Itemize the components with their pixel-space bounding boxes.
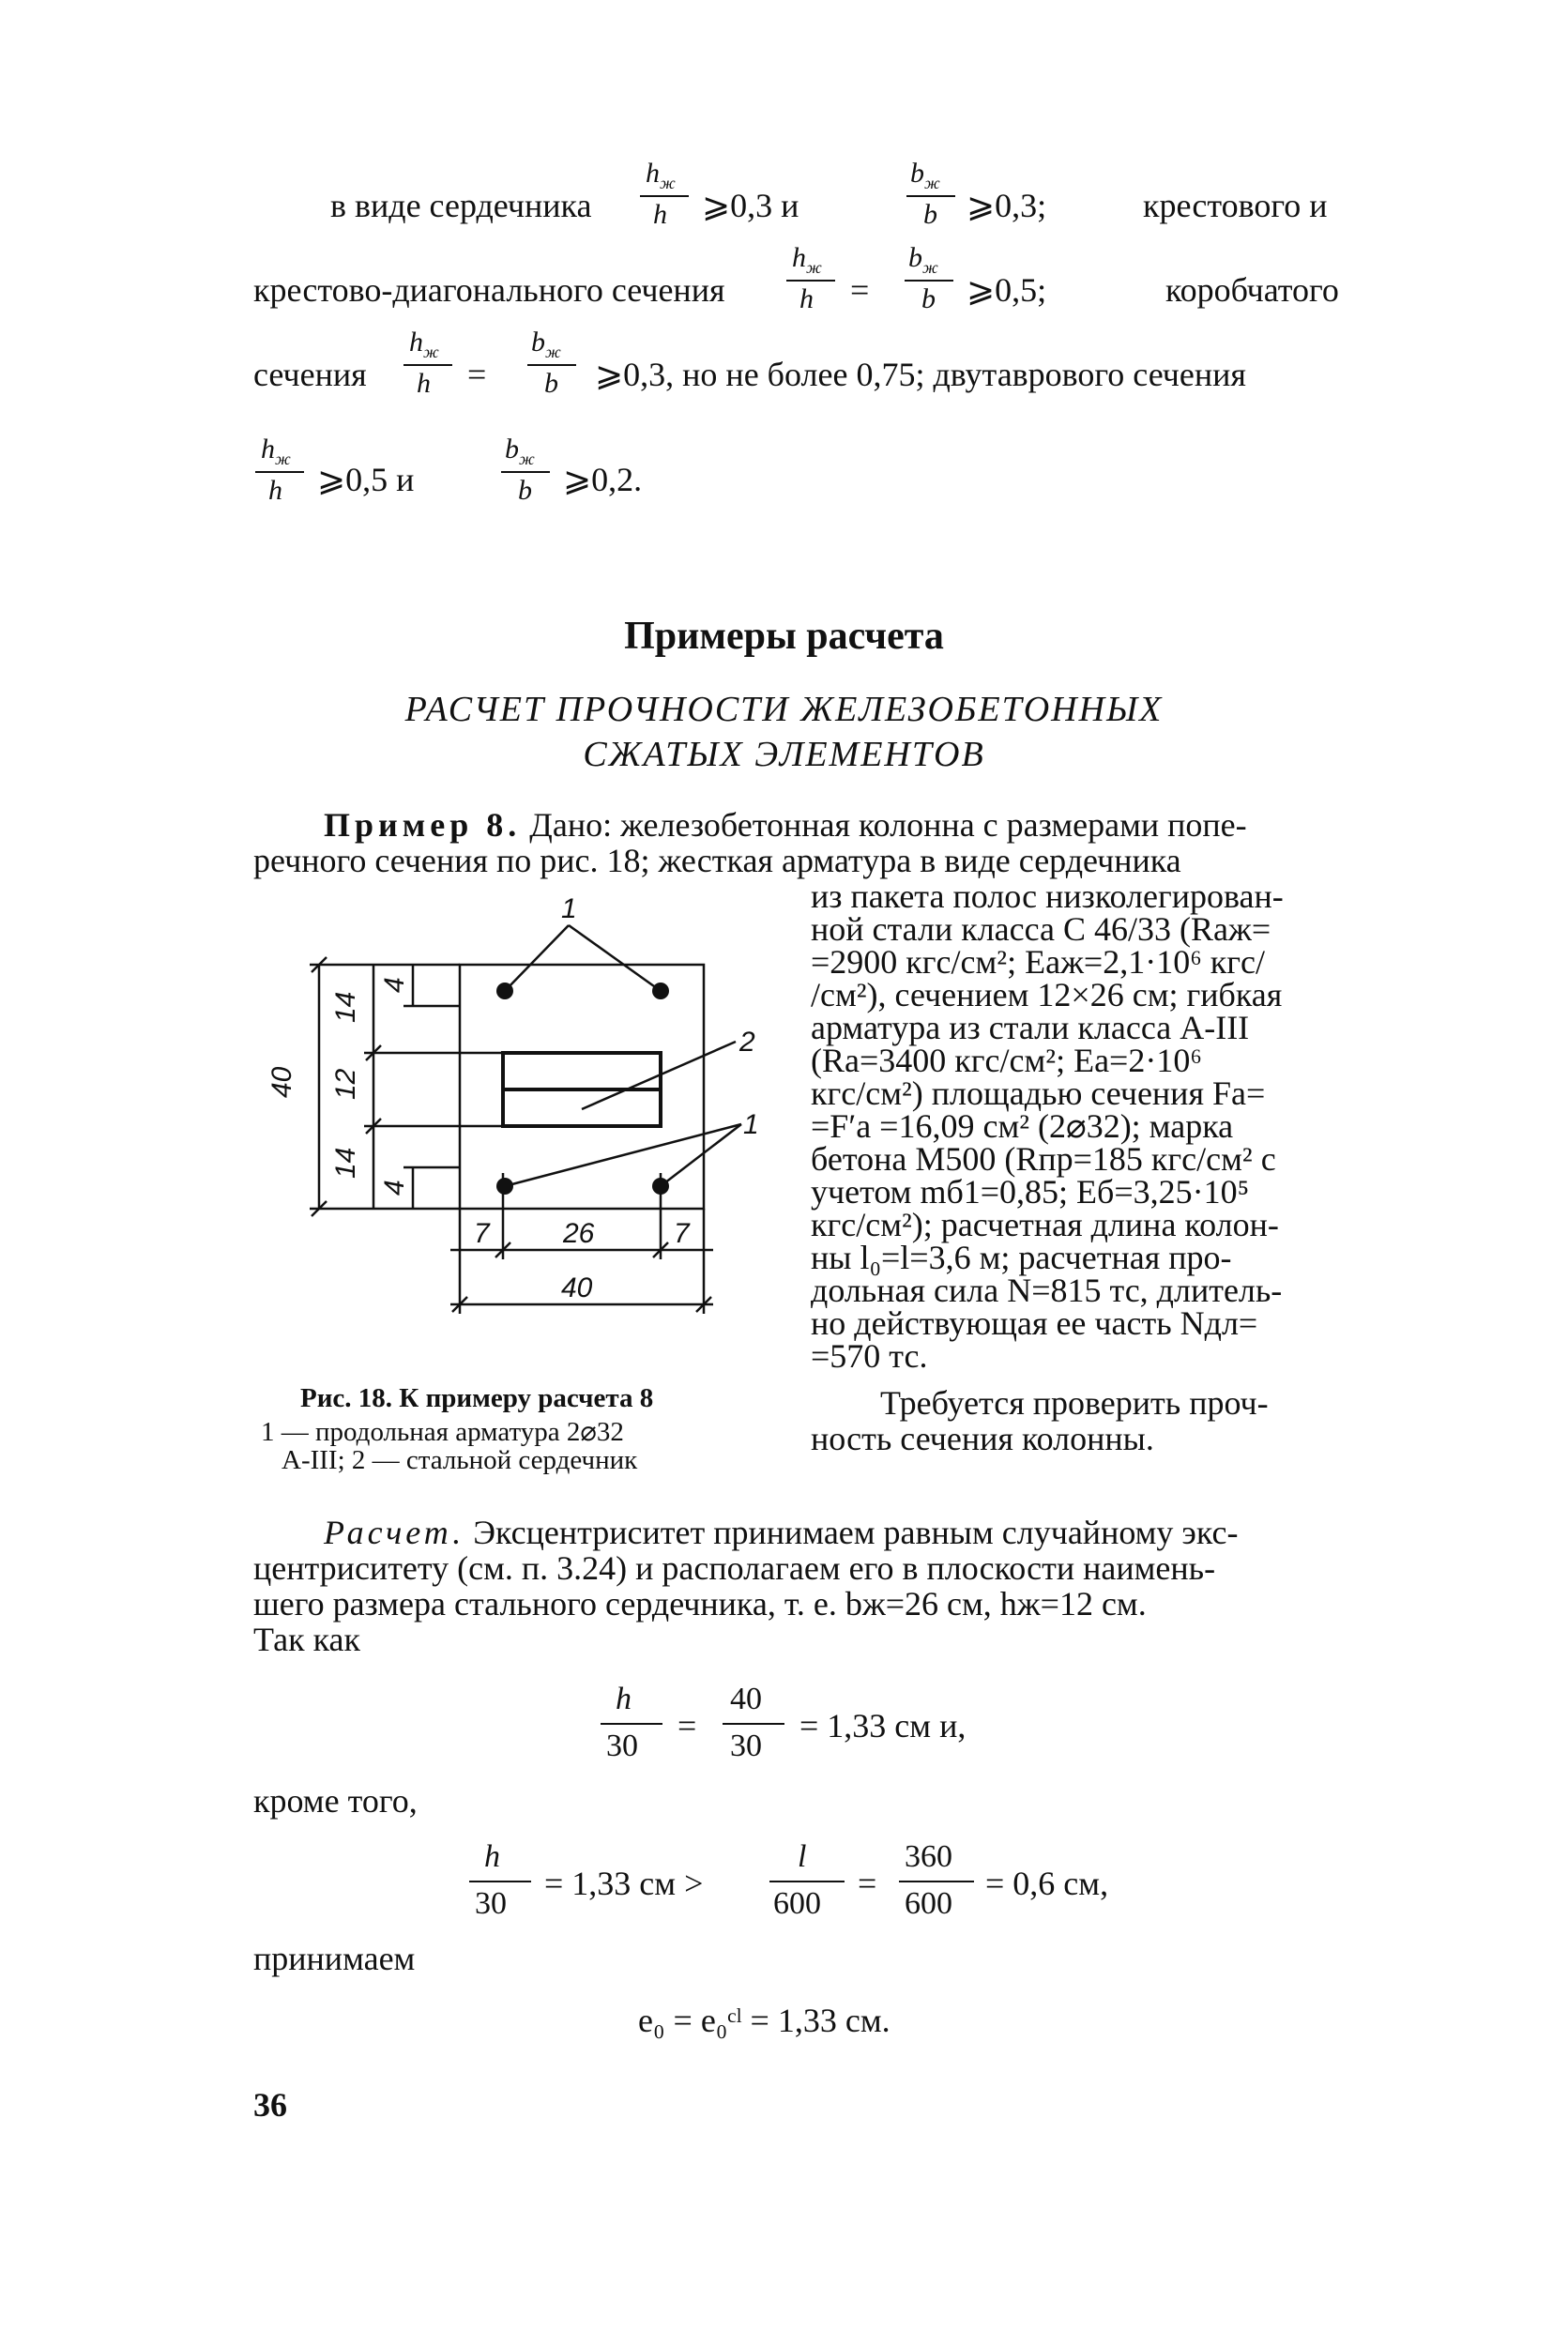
example-label: Пример 8. <box>324 806 522 844</box>
calc-label: Расчет. <box>324 1514 465 1551</box>
equals-sign: = <box>850 271 870 309</box>
subheading-line-1: РАСЧЕТ ПРОЧНОСТИ ЖЕЛЕЗОБЕТОННЫХ <box>404 690 1164 729</box>
figure-caption-title: Рис. 18. К примеру расчета 8 <box>300 1383 654 1413</box>
example-intro-line-1: Пример 8. Дано: железобетонная колонна с размерами попе- <box>324 806 1247 844</box>
example-intro-line-2: речного сечения по рис. 18; жесткая арматура в виде сердечника <box>253 842 1181 879</box>
required-line-2: ность сечения колонны. <box>811 1420 1154 1457</box>
text-line-2-cond: ⩾0,5; <box>967 271 1047 309</box>
figure-caption-line-2: A-III; 2 — стальной сердечник <box>282 1445 638 1475</box>
calc-line-1: Расчет. Эксцентриситет принимаем равным случайному экс- <box>324 1514 1239 1551</box>
text-krome-togo: кроме того, <box>253 1782 418 1820</box>
equals-sign-3: = <box>467 356 487 393</box>
col-line: =570 тс. <box>811 1337 928 1375</box>
col-line: кгс/см²); расчетная длина колон- <box>811 1206 1279 1243</box>
page-number: 36 <box>253 2086 287 2124</box>
text-line-3b: ⩾0,3, но не более 0,75; двутаврового сечения <box>595 356 1246 393</box>
figure-18-cross-section <box>263 891 788 1323</box>
leader-label-1-bottom: 1 <box>743 1109 759 1140</box>
dim-14-bottom: 14 <box>330 1147 361 1179</box>
col-line: кгс/см²) площадью сечения Fа= <box>811 1074 1266 1112</box>
eq1-result: = 1,33 см и, <box>799 1707 967 1744</box>
dim-14-top: 14 <box>330 991 361 1023</box>
subheading-line-2: СЖАТЫХ ЭЛЕМЕНТОВ <box>583 735 985 774</box>
eq2-middle: = 1,33 см > <box>544 1865 704 1902</box>
col-line: бетона M500 (Rпр=185 кгс/см² с <box>811 1140 1276 1178</box>
text-line-1-cond2: ⩾0,3; <box>967 187 1047 224</box>
dim-7-right: 7 <box>674 1218 690 1249</box>
col-line: учетом mб1=0,85; Eб=3,25·10⁵ <box>811 1173 1250 1211</box>
section-heading: Примеры расчета <box>624 615 944 658</box>
leader-label-2: 2 <box>739 1027 755 1058</box>
eq1-equals: = <box>677 1707 697 1744</box>
required-line-1: Требуется проверить проч- <box>880 1384 1269 1422</box>
col-line: из пакета полос низколегирован- <box>811 877 1284 915</box>
text-prinimaem: принимаем <box>253 1940 416 1977</box>
col-line: =F′а =16,09 см² (2⌀32); марка <box>811 1107 1234 1145</box>
col-line: (Rа=3400 кгс/см²; Eа=2·10⁶ <box>811 1042 1202 1079</box>
col-line: =2900 кгс/см²; Eаж=2,1·10⁶ кгс/ <box>811 943 1266 981</box>
dim-12: 12 <box>330 1068 361 1100</box>
text-line-2a: крестово-диагонального сечения <box>253 271 725 309</box>
col-line: /см²), сечением 12×26 см; гибкая <box>811 976 1283 1013</box>
text-line-1b: крестового и <box>1143 187 1328 224</box>
dim-26: 26 <box>563 1218 595 1249</box>
col-line: ны l₀=l=3,6 м; расчетная про- <box>811 1239 1232 1276</box>
dim-4-bottom: 4 <box>379 1180 410 1196</box>
leader-label-1-top: 1 <box>561 893 577 924</box>
col-line: но действующая ее часть Nдл= <box>811 1304 1258 1342</box>
dim-4-top: 4 <box>379 977 410 993</box>
calc-line-3: шего размера стального сердечника, т. е. bж=26 см, hж=12 см. <box>253 1585 1147 1623</box>
dim-40-left: 40 <box>266 1066 297 1098</box>
text-line-4b: ⩾0,2. <box>563 461 643 498</box>
dim-7-left: 7 <box>474 1218 490 1249</box>
eq2-equals: = <box>858 1865 877 1902</box>
text-line-3a: сечения <box>253 356 367 393</box>
calc-line-2: центриситету (см. п. 3.24) и располагаем его в плоскости наимень- <box>253 1549 1216 1587</box>
calc-line-4: Так как <box>253 1621 360 1658</box>
col-line: дольная сила N=815 тс, длитель- <box>811 1272 1283 1309</box>
eq2-result: = 0,6 см, <box>985 1865 1109 1902</box>
dim-40-bottom: 40 <box>561 1272 593 1303</box>
text-line-2b: коробчатого <box>1165 271 1339 309</box>
text-line-1-cond1: ⩾0,3 и <box>702 187 799 224</box>
figure-caption-line-1: 1 — продольная арматура 2⌀32 <box>261 1417 624 1447</box>
eq3: e₀ = e₀ᶜˡ = 1,33 см. <box>638 2002 891 2039</box>
col-line: ной стали класса С 46/33 (Rаж= <box>811 910 1271 948</box>
text-line-4a: ⩾0,5 и <box>317 461 415 498</box>
col-line: арматура из стали класса A-III <box>811 1009 1250 1046</box>
text-line-1a: в виде сердечника <box>330 187 592 224</box>
